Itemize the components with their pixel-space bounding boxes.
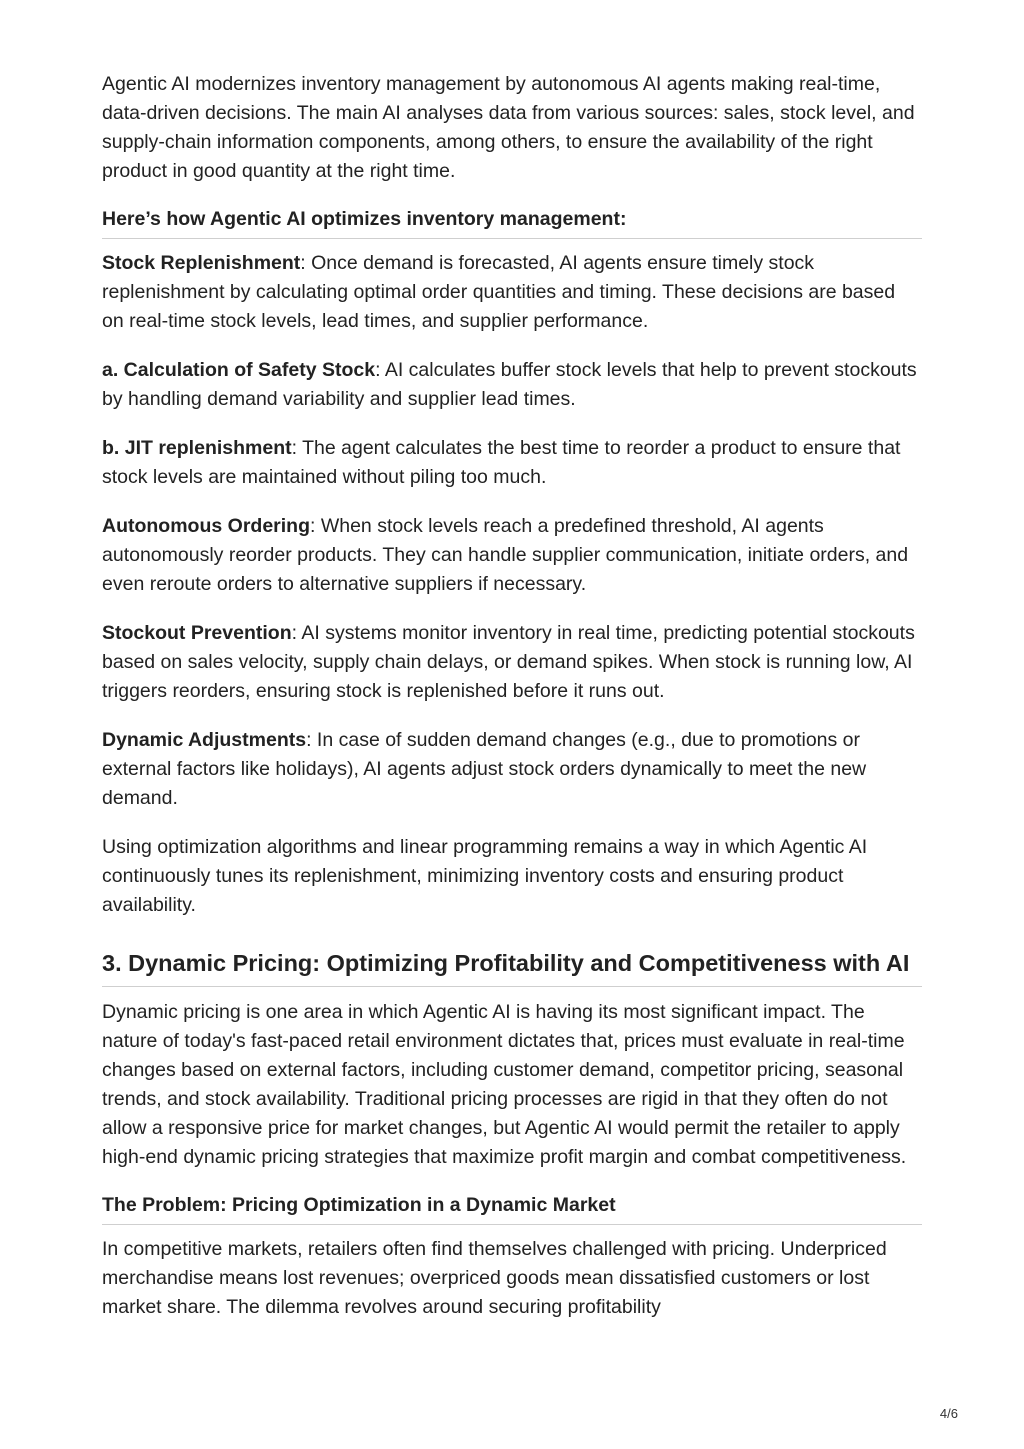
item-stockout-prevention [102, 619, 922, 706]
page-number: 4/6 [939, 1406, 958, 1421]
item-safety-stock [102, 356, 922, 414]
item-stock-replenishment [102, 249, 922, 336]
document-body [102, 70, 922, 1342]
item-term: Stock Replenishment [102, 252, 301, 274]
intro-paragraph: Agentic AI modernizes inventory management by autonomous AI agents making real-time, data-driven decisions. The main AI analyses data from various sources: sales, stock level, and supply-chain information components, among others, to ensure the availability of the right product in good quantity at the right time. [102, 73, 915, 182]
item-term: Autonomous Ordering [102, 515, 310, 537]
item-text: : In case of sudden demand changes (e.g., due to promotions or external factors like holidays), AI agents adjust stock orders dynamically to meet the new demand. [102, 729, 867, 809]
item-dynamic-adjustments [102, 726, 922, 813]
item-term: Dynamic Adjustments [102, 729, 307, 751]
item-term: b. JIT replenishment [102, 437, 292, 459]
item-text: : When stock levels reach a predefined threshold, AI agents autonomously reorder products. They can handle supplier communication, initiate orders, and even reroute orders to alternative suppliers if necessary. [102, 515, 909, 595]
section3-paragraph: Dynamic pricing is one area in which Agentic AI is having its most significant impact. The nature of today's fast-paced retail environment dictates that, prices must evaluate in real-time changes based on external factors, including customer demand, competitor pricing, seasonal trends, and stock availability. Traditional pricing processes are rigid in that they often do not allow a responsive price for market changes, but Agentic AI would permit the retailer to apply high-end dynamic pricing strategies that maximize profit margin and combat competitiveness. [102, 1001, 907, 1168]
problem-heading: The Problem: Pricing Optimization in a Dynamic Market [102, 1192, 922, 1225]
problem-paragraph: In competitive markets, retailers often find themselves challenged with pricing. Underpriced merchandise means lost revenues; overpriced goods mean dissatisfied customers or lost market share. The dilemma revolves around securing profitability [102, 1238, 887, 1318]
item-autonomous-ordering [102, 512, 922, 599]
item-text: : AI calculates buffer stock levels that help to prevent stockouts by handling demand variability and supplier lead times. [102, 359, 917, 410]
item-jit-replenishment [102, 434, 922, 492]
section3-title: 3. Dynamic Pricing: Optimizing Profitability and Competitiveness with AI [102, 948, 922, 987]
inventory-heading: Here’s how Agentic AI optimizes inventory management: [102, 206, 922, 239]
optimization-paragraph: Using optimization algorithms and linear programming remains a way in which Agentic AI continuously tunes its replenishment, minimizing inventory costs and ensuring product availability. [102, 836, 868, 916]
item-text: : The agent calculates the best time to reorder a product to ensure that stock levels are maintained without piling too much. [102, 437, 901, 488]
item-term: a. Calculation of Safety Stock [102, 359, 376, 381]
item-text: : AI systems monitor inventory in real time, predicting potential stockouts based on sales velocity, supply chain delays, or demand spikes. When stock is running low, AI triggers reorders, ensuring stock is replenished before it runs out. [102, 622, 915, 702]
item-text: : Once demand is forecasted, AI agents ensure timely stock replenishment by calculating optimal order quantities and timing. These decisions are based on real-time stock levels, lead times, and supplier performance. [102, 252, 896, 332]
item-term: Stockout Prevention [102, 622, 292, 644]
